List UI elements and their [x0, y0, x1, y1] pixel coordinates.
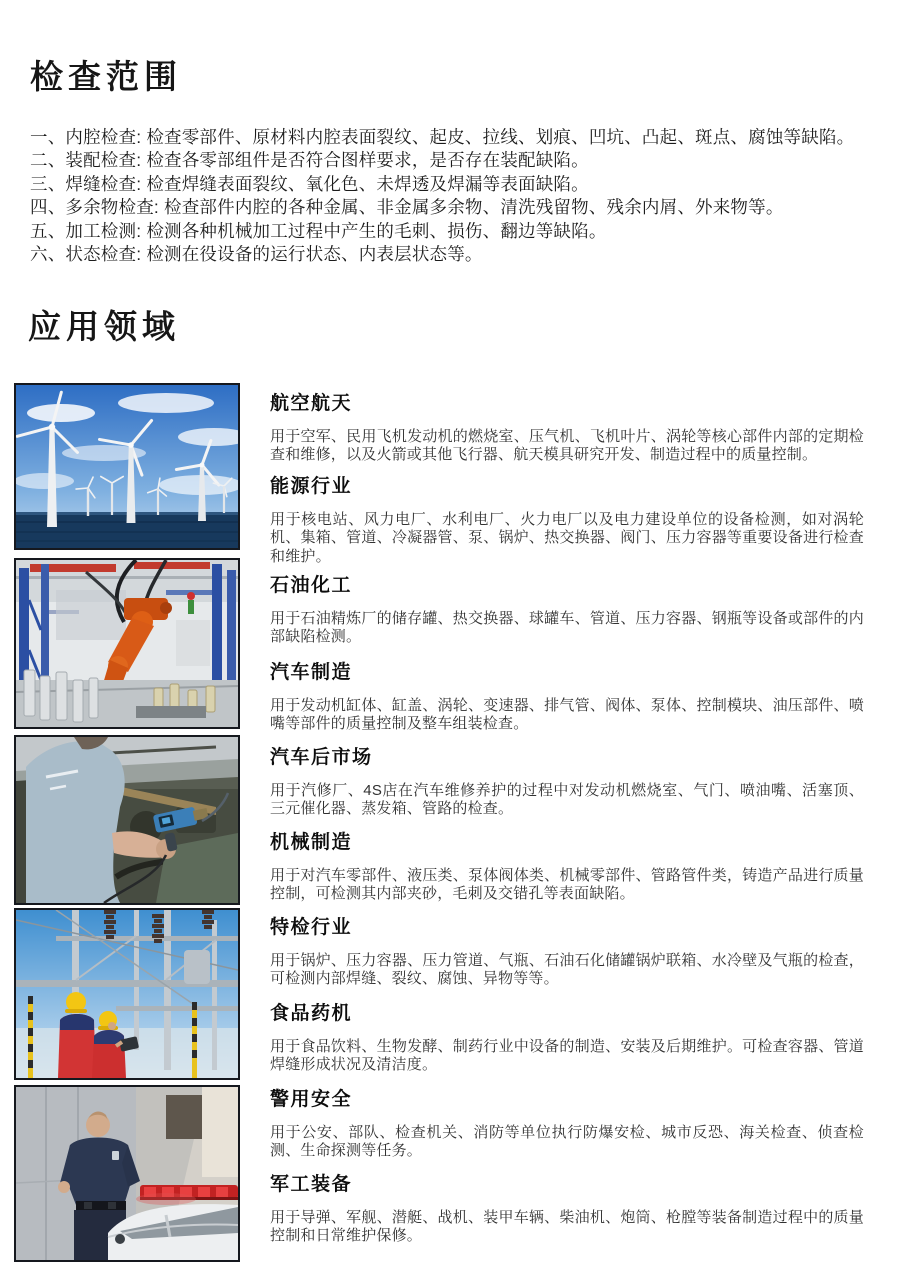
section-body: 用于导弹、军舰、潜艇、战机、装甲车辆、柴油机、炮筒、枪膛等装备制造过程中的质量控制和日常维护保修。 — [270, 1208, 864, 1245]
scope-item-4: 四、多余物检查: 检查部件内腔的各种金属、非金属多余物、清洗残留物、残余内屑、外来物等。 — [30, 197, 784, 218]
section-machinery — [270, 833, 864, 904]
section-heading: 特检行业 — [270, 917, 353, 938]
scope-item-6: 六、状态检查: 检测在役设备的运行状态、内表层状态等。 — [30, 244, 483, 265]
section-body: 用于对汽车零部件、液压类、泵体阀体类、机械零部件、管路管件类，铸造产品进行质量控制，可检测其内部夹砂，毛刺及交错孔等表面缺陷。 — [270, 866, 864, 903]
inspection-scope-title: 检查范围 — [30, 58, 182, 95]
section-body: 用于汽修厂、4S店在汽车维修养护的过程中对发动机燃烧室、气门、喷油嘴、活塞顶、三元催化器、蒸发箱、管路的检查。 — [270, 781, 864, 818]
section-body: 用于核电站、风力电厂、水利电厂、火力电厂以及电力建设单位的设备检测，如对涡轮机、集箱、管道、冷凝器管、泵、锅炉、热交换器、阀门、压力容器等重要设备进行检查和维护。 — [270, 510, 864, 566]
photo-offshore-wind-farm — [14, 383, 240, 550]
section-police-security — [270, 1090, 864, 1161]
photo-police-officer — [14, 1085, 240, 1262]
wind-farm-image — [16, 385, 238, 548]
section-petrochemical — [270, 576, 864, 647]
scope-item-3: 三、焊缝检查: 检查焊缝表面裂纹、氧化色、未焊透及焊漏等表面缺陷。 — [30, 173, 589, 194]
section-heading: 机械制造 — [270, 832, 353, 853]
section-body: 用于锅炉、压力容器、压力管道、气瓶、石油石化储罐锅炉联箱、水冷壁及气瓶的检查，可检测内部焊缝、裂纹、腐蚀、异物等等。 — [270, 951, 864, 988]
section-heading: 军工装备 — [270, 1174, 353, 1195]
inspection-scope-list — [30, 126, 882, 266]
section-auto-manufacturing — [270, 663, 864, 734]
section-auto-aftermarket — [270, 748, 864, 819]
section-energy — [270, 477, 864, 567]
engine-inspection-image — [16, 737, 238, 903]
section-heading: 石油化工 — [270, 575, 353, 596]
section-body: 用于空军、民用飞机发动机的燃烧室、压气机、飞机叶片、涡轮等核心部件内部的定期检查和维修，以及火箭或其他飞行器、航天模具研究开发、制造过程中的质量控制。 — [270, 427, 864, 464]
industrial-robot-image — [16, 560, 238, 727]
application-areas-title: 应用领域 — [28, 308, 180, 345]
scope-item-5: 五、加工检测: 检测各种机械加工过程中产生的毛刺、损伤、翻边等缺陷。 — [30, 220, 607, 241]
section-food-pharma — [270, 1004, 864, 1075]
section-body: 用于石油精炼厂的储存罐、热交换器、球罐车、管道、压力容器、钢瓶等设备或部件的内部缺陷检测。 — [270, 609, 864, 646]
photo-industrial-robot — [14, 558, 240, 729]
section-body: 用于公安、部队、检查机关、消防等单位执行防爆安检、城市反恐、海关检查、侦查检测、生命探测等任务。 — [270, 1123, 864, 1160]
photo-engine-inspection — [14, 735, 240, 905]
section-body: 用于食品饮料、生物发酵、制药行业中设备的制造、安装及后期维护。可检查容器、管道焊缝形成状况及清洁度。 — [270, 1037, 864, 1074]
section-aerospace — [270, 394, 864, 465]
scope-item-2: 二、装配检查: 检查各零部组件是否符合图样要求，是否存在装配缺陷。 — [30, 150, 589, 171]
section-heading: 汽车制造 — [270, 662, 353, 683]
section-military-equipment — [270, 1175, 864, 1246]
photo-substation-workers — [14, 908, 240, 1080]
section-heading: 食品药机 — [270, 1003, 353, 1024]
section-heading: 汽车后市场 — [270, 747, 373, 768]
scope-item-1: 一、内腔检查: 检查零部件、原材料内腔表面裂纹、起皮、拉线、划痕、凹坑、凸起、斑点、腐蚀等缺陷。 — [30, 127, 855, 147]
section-heading: 航空航天 — [270, 393, 353, 414]
section-heading: 警用安全 — [270, 1089, 353, 1110]
substation-workers-image — [16, 910, 238, 1078]
section-heading: 能源行业 — [270, 476, 353, 497]
section-body: 用于发动机缸体、缸盖、涡轮、变速器、排气管、阀体、泵体、控制模块、油压部件、喷嘴等部件的质量控制及整车组装检查。 — [270, 696, 864, 733]
section-special-inspection — [270, 918, 864, 989]
police-officer-image — [16, 1087, 238, 1260]
